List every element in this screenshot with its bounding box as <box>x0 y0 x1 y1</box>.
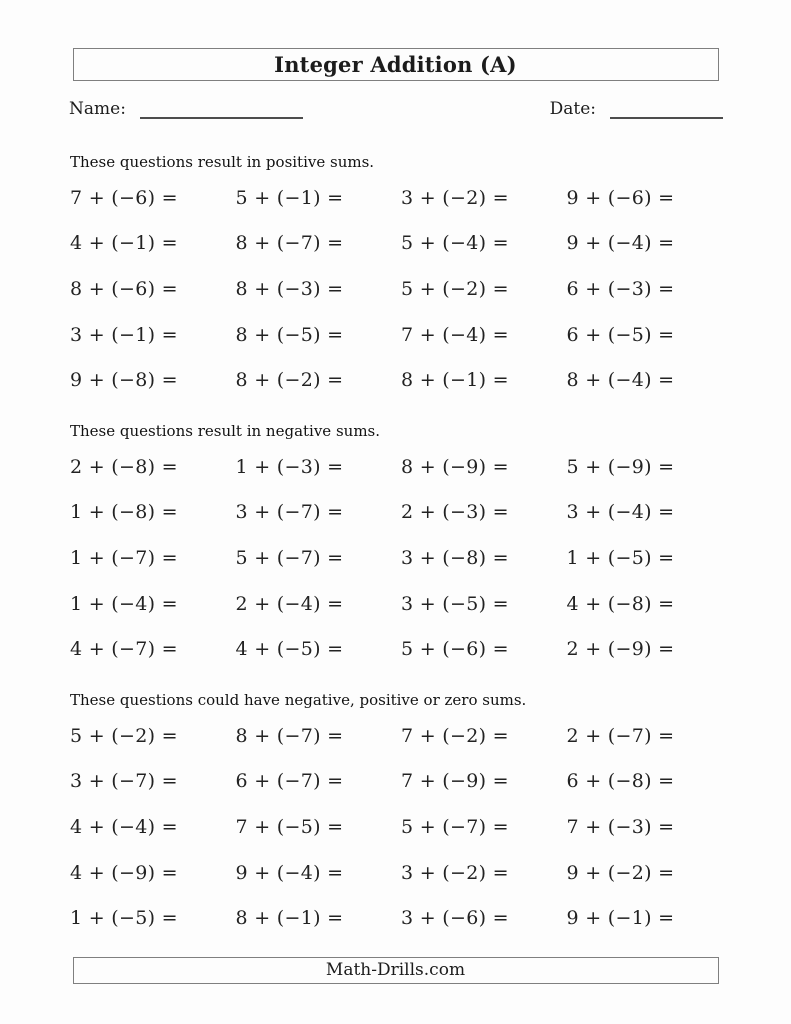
problem-cell: 8 + (−6) = <box>70 277 178 300</box>
problem-cell: 3 + (−8) = <box>401 546 509 569</box>
problem-cell: 7 + (−4) = <box>401 323 509 346</box>
problem-cell: 9 + (−8) = <box>70 369 178 392</box>
problem-cell: 1 + (−5) = <box>70 907 178 930</box>
problem-cell: 3 + (−7) = <box>235 501 344 524</box>
problem-cell: 4 + (−8) = <box>566 592 675 615</box>
problem-cell: 2 + (−4) = <box>235 592 344 615</box>
name-field <box>69 97 303 119</box>
problem-cell: 8 + (−5) = <box>235 323 344 346</box>
problem-cell: 8 + (−1) = <box>401 369 509 392</box>
name-blank-line <box>140 97 303 119</box>
problem-cell: 9 + (−2) = <box>566 861 675 884</box>
problem-cell: 6 + (−3) = <box>566 277 675 300</box>
problem-cell: 8 + (−7) = <box>235 232 344 255</box>
problem-cell: 4 + (−9) = <box>70 861 178 884</box>
problem-grid <box>70 444 723 672</box>
section-instruction: These questions could have negative, positive or zero sums. <box>70 690 527 709</box>
problem-cell: 7 + (−5) = <box>235 815 344 838</box>
problem-cell: 1 + (−8) = <box>70 501 178 524</box>
problem-cell: 8 + (−1) = <box>235 907 344 930</box>
problem-cell: 2 + (−9) = <box>566 638 675 661</box>
problem-cell: 5 + (−4) = <box>401 232 509 255</box>
date-label: Date: <box>549 99 596 119</box>
problem-grid <box>70 713 723 941</box>
problem-cell: 5 + (−9) = <box>566 455 675 478</box>
footer-box <box>73 957 719 984</box>
problem-cell: 8 + (−7) = <box>235 724 344 747</box>
problem-cell: 8 + (−2) = <box>235 369 344 392</box>
problem-cell: 7 + (−6) = <box>70 186 178 209</box>
problem-cell: 4 + (−5) = <box>235 638 344 661</box>
problem-cell: 8 + (−9) = <box>401 455 509 478</box>
problem-cell: 2 + (−8) = <box>70 455 178 478</box>
date-blank-line <box>610 97 723 119</box>
problem-cell: 1 + (−5) = <box>566 546 675 569</box>
problem-grid <box>70 175 723 403</box>
problem-cell: 3 + (−1) = <box>70 323 178 346</box>
problem-cell: 7 + (−2) = <box>401 724 509 747</box>
problem-cell: 8 + (−3) = <box>235 277 344 300</box>
problem-cell: 3 + (−2) = <box>401 186 509 209</box>
problem-cell: 9 + (−4) = <box>235 861 344 884</box>
problem-cell: 5 + (−2) = <box>70 724 178 747</box>
footer-text: Math-Drills.com <box>325 959 466 980</box>
date-field <box>550 97 723 119</box>
section-instruction: These questions result in negative sums. <box>70 421 381 440</box>
sections-container <box>0 153 791 941</box>
problem-cell: 4 + (−1) = <box>70 232 178 255</box>
title-box <box>73 48 719 81</box>
problem-cell: 3 + (−2) = <box>401 861 509 884</box>
problem-cell: 6 + (−8) = <box>566 770 675 793</box>
problem-cell: 9 + (−6) = <box>566 186 675 209</box>
problem-cell: 3 + (−4) = <box>566 501 675 524</box>
problem-cell: 1 + (−4) = <box>70 592 178 615</box>
problem-cell: 7 + (−9) = <box>401 770 509 793</box>
problem-cell: 3 + (−5) = <box>401 592 509 615</box>
problem-cell: 5 + (−7) = <box>401 815 509 838</box>
section-instruction: These questions result in positive sums. <box>70 153 375 171</box>
problem-cell: 8 + (−4) = <box>566 369 675 392</box>
problem-cell: 6 + (−5) = <box>566 323 675 346</box>
problem-cell: 5 + (−6) = <box>401 638 509 661</box>
problem-cell: 3 + (−7) = <box>70 770 178 793</box>
problem-cell: 2 + (−7) = <box>566 724 675 747</box>
problem-cell: 1 + (−7) = <box>70 546 178 569</box>
worksheet-section <box>70 422 723 672</box>
problem-cell: 5 + (−1) = <box>235 186 344 209</box>
name-date-row <box>69 95 723 119</box>
problem-cell: 2 + (−3) = <box>401 501 509 524</box>
problem-cell: 6 + (−7) = <box>235 770 344 793</box>
problem-cell: 4 + (−7) = <box>70 638 178 661</box>
worksheet-section <box>70 691 723 941</box>
problem-cell: 7 + (−3) = <box>566 815 675 838</box>
problem-cell: 5 + (−7) = <box>235 546 344 569</box>
name-label: Name: <box>69 99 126 119</box>
problem-cell: 9 + (−4) = <box>566 232 675 255</box>
problem-cell: 5 + (−2) = <box>401 277 509 300</box>
page-title: Integer Addition (A) <box>274 52 517 77</box>
problem-cell: 3 + (−6) = <box>401 907 509 930</box>
problem-cell: 4 + (−4) = <box>70 815 178 838</box>
worksheet-section <box>70 153 723 403</box>
problem-cell: 1 + (−3) = <box>235 455 344 478</box>
problem-cell: 9 + (−1) = <box>566 907 675 930</box>
